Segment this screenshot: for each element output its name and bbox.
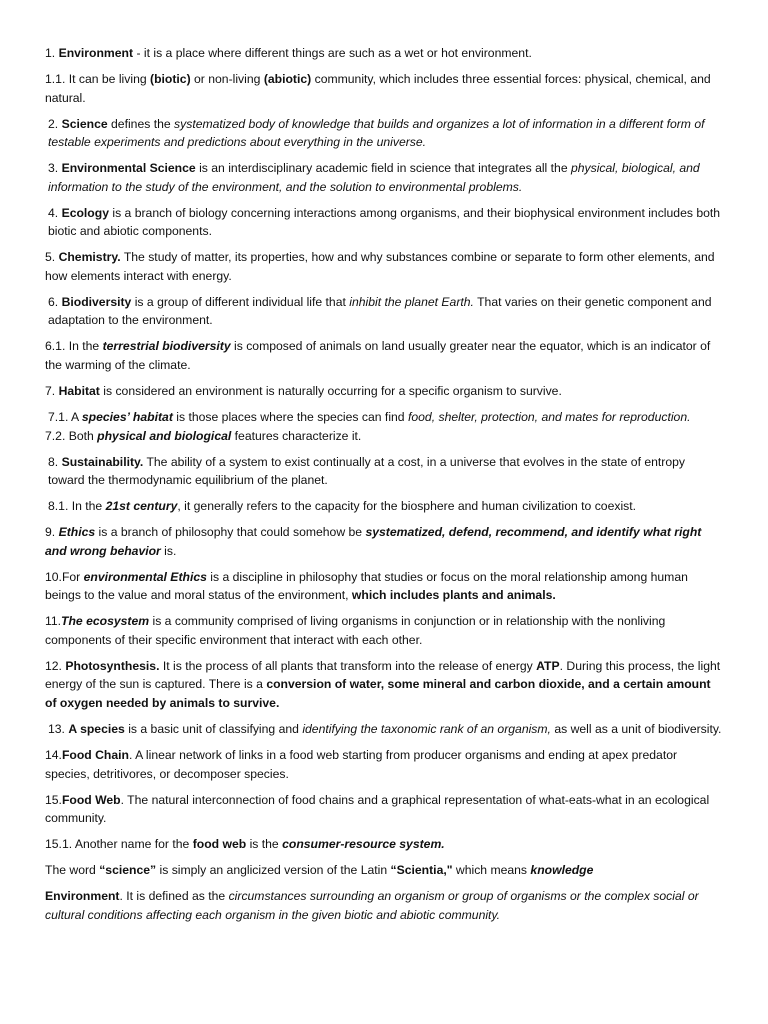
paragraph-p6-1: [45, 337, 724, 374]
text-run: The word: [45, 863, 100, 878]
text-run: 1.: [45, 46, 59, 60]
text-run: physical, biological, and information to the study of the environment, and the solution to environmental problems.: [48, 161, 700, 194]
text-run: food, shelter, protection, and mates for reproduction.: [407, 410, 691, 425]
text-run: is a group of different individual life that: [131, 294, 350, 309]
text-run: 9.: [45, 525, 59, 540]
text-run: 7.1. A: [48, 410, 82, 425]
text-run: Biodiversity: [61, 294, 132, 309]
paragraph-p8-1: [45, 497, 724, 516]
text-run: 3.: [48, 161, 62, 176]
paragraph-p7-2: [45, 427, 724, 446]
text-run: 8.: [48, 454, 62, 469]
text-run: Habitat: [58, 384, 100, 399]
paragraph-p6: [45, 293, 724, 330]
text-run: Sustainability.: [61, 454, 144, 469]
paragraph-p17: [45, 887, 724, 924]
text-run: is.: [160, 543, 177, 558]
text-run: is the: [246, 837, 283, 852]
paragraph-p14: [45, 746, 724, 783]
text-run: 7.2. Both: [45, 428, 98, 443]
text-run: A species: [68, 722, 125, 737]
text-run: “science”: [99, 863, 157, 878]
text-run: conversion of water, some mineral and carbon dioxide, and a certain amount of oxygen needed by animals to survive.: [45, 677, 711, 711]
text-run: identifying the taxonomic rank of an organism,: [302, 722, 551, 737]
paragraph-p12: [45, 657, 724, 713]
text-run: terrestrial biodiversity: [102, 339, 231, 354]
paragraph-p1-1: [45, 70, 724, 107]
text-run: 11.: [45, 614, 62, 629]
text-run: 21st century: [105, 499, 178, 514]
text-run: or non-living: [190, 71, 264, 86]
document-body: [45, 44, 724, 924]
text-run: , it generally refers to the capacity for the biosphere and human civilization to coexist.: [177, 499, 637, 514]
text-run: 12.: [45, 658, 66, 673]
text-run: environmental Ethics: [83, 569, 207, 584]
text-run: “Scientia,": [390, 863, 453, 878]
text-run: ATP: [536, 658, 560, 673]
text-run: . The natural interconnection of food chains and a graphical representation of what-eats-what in an ecological community.: [45, 792, 710, 826]
paragraph-p2: [45, 115, 724, 152]
text-run: (abiotic): [263, 71, 312, 86]
text-run: inhibit the planet Earth.: [349, 294, 474, 309]
text-run: 15.: [45, 792, 62, 807]
paragraph-p3: [45, 159, 724, 196]
text-run: . A linear network of links in a food web starting from producer organisms and ending at apex predator species, detritivores, or decomposer species.: [45, 748, 678, 781]
text-run: Science: [61, 116, 108, 131]
text-run: Ecology: [61, 205, 109, 220]
text-run: 15.1. Another name for the: [45, 837, 193, 852]
text-run: 13.: [48, 722, 69, 737]
text-run: . It is defined as the: [119, 889, 229, 904]
text-run: Chemistry.: [58, 250, 121, 265]
paragraph-p7: [45, 382, 724, 401]
text-run: is simply an anglicized version of the Latin: [156, 863, 391, 878]
paragraph-p7-1: [45, 408, 724, 427]
text-run: as well as a unit of biodiversity.: [550, 722, 722, 737]
text-run: - it is a place where different things are such as a wet or hot environment.: [133, 46, 532, 60]
text-run: knowledge: [530, 863, 594, 878]
text-run: is a branch of philosophy that could somehow be: [95, 525, 366, 540]
paragraph-p16: [45, 861, 724, 880]
text-run: is a community comprised of living organisms in conjunction or in relationship with the nonliving components of their specific environment that interact with each other.: [45, 614, 666, 647]
text-run: systematized, defend, recommend, and identify what right and wrong behavior: [45, 525, 702, 558]
paragraph-p9: [45, 523, 724, 560]
text-run: Environmental Science: [61, 161, 196, 176]
text-run: which means: [452, 863, 531, 878]
paragraph-p15-1: [45, 835, 724, 854]
text-run: Photosynthesis.: [65, 658, 160, 673]
text-run: That varies on their genetic component and adaptation to the environment.: [48, 294, 712, 328]
paragraph-p15: [45, 791, 724, 828]
text-run: Food Chain: [61, 748, 129, 763]
text-run: 2.: [48, 116, 62, 131]
paragraph-p1: [45, 44, 724, 63]
paragraph-p11: [45, 612, 724, 649]
text-run: defines the: [107, 116, 175, 131]
text-run: 4.: [48, 205, 62, 220]
text-run: is a branch of biology concerning interactions among organisms, and their biophysical environment includes both biotic and abiotic components.: [48, 205, 721, 239]
text-run: systematized body of knowledge that builds and organizes a lot of information in a different form of testable experiments and predictions about everything in the universe.: [48, 116, 705, 150]
text-run: consumer-resource system.: [282, 837, 445, 852]
text-run: 1.1. It can be living: [45, 71, 151, 86]
text-run: is those places where the species can find: [172, 410, 408, 425]
text-run: 7.: [45, 384, 59, 399]
text-run: physical and biological: [97, 428, 232, 443]
text-run: Ethics: [58, 525, 96, 540]
text-run: community, which includes three essential forces: physical, chemical, and natural.: [45, 71, 711, 105]
text-run: Environment: [45, 889, 120, 904]
text-run: Food Web: [61, 792, 121, 807]
text-run: is considered an environment is naturally occurring for a specific organism to survive.: [99, 384, 562, 399]
text-run: features characterize it.: [231, 428, 362, 443]
text-run: circumstances surrounding an organism or group of organisms or the complex social or cultural conditions affecting each organism in the given biotic and abiotic community.: [45, 889, 699, 922]
text-run: 5.: [45, 250, 59, 265]
text-run: which includes plants and animals.: [351, 588, 556, 603]
text-run: 14.: [45, 748, 62, 763]
text-run: It is the process of all plants that transform into the release of energy: [159, 658, 537, 673]
text-run: . During this process, the light energy of the sun is captured. There is a: [45, 658, 721, 692]
text-run: food web: [192, 837, 247, 852]
text-run: is composed of animals on land usually greater near the equator, which is an indicator of the warming of the climate.: [45, 339, 711, 373]
text-run: is a discipline in philosophy that studies or focus on the moral relationship among human beings to the value and moral status of the environment,: [45, 569, 688, 603]
text-run: (biotic): [150, 71, 191, 86]
text-run: The ability of a system to exist continually at a cost, in a universe that evolves in the state of entropy toward the thermodynamic equilibrium of the planet.: [48, 454, 686, 488]
text-run: is a basic unit of classifying and: [124, 722, 303, 737]
text-run: is an interdisciplinary academic field in science that integrates all the: [195, 161, 571, 176]
text-run: 6.: [48, 294, 62, 309]
text-run: Environment: [58, 46, 134, 60]
text-run: species’ habitat: [81, 410, 173, 425]
text-run: 6.1. In the: [45, 339, 103, 354]
text-run: 10.For: [45, 569, 84, 584]
paragraph-p13: [45, 720, 724, 739]
paragraph-p4: [45, 204, 724, 241]
text-run: 8.1. In the: [48, 499, 106, 514]
text-run: The ecosystem: [61, 614, 150, 629]
paragraph-p10: [45, 568, 724, 605]
paragraph-p8: [45, 453, 724, 490]
paragraph-p5: [45, 248, 724, 285]
text-run: The study of matter, its properties, how and why substances combine or separate to form other elements, and how elements interact with energy.: [45, 250, 715, 283]
